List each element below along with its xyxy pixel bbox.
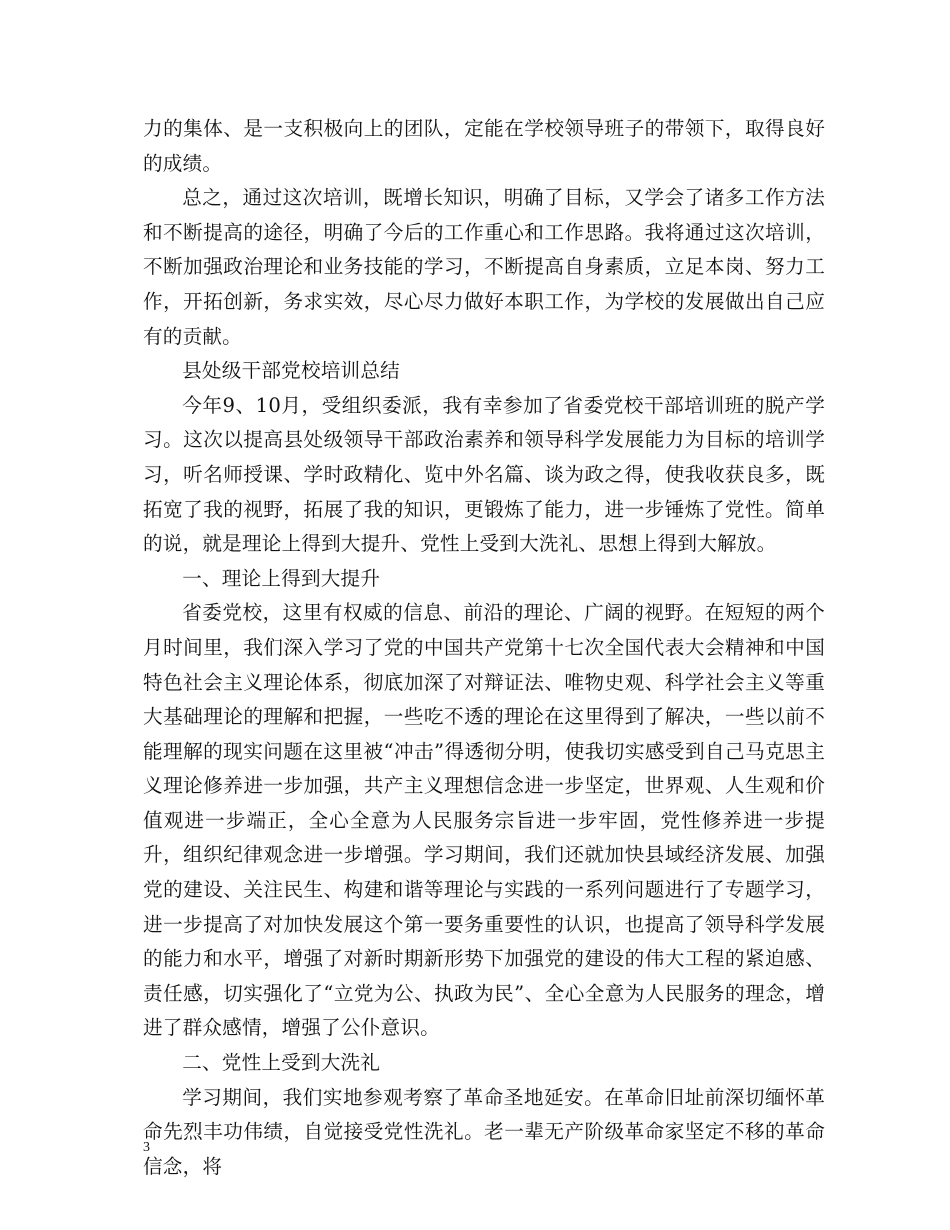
paragraph-party-spirit: 学习期间，我们实地参观考察了革命圣地延安。在革命旧址前深切缅怀革命先烈丰功伟绩，自觉接受党性洗礼。老一辈无产阶级革命家坚定不移的革命信念，将 (143, 1085, 825, 1178)
paragraph-theory: 省委党校，这里有权威的信息、前沿的理论、广阔的视野。在短短的两个月时间里，我们深入学习了党的中国共产党第十七次全国代表大会精神和中国特色社会主义理论体系，彻底加深了对辩证法、唯物史观、科学社会主义等重大基础理论的理解和把握，一些吃不透的理论在这里得到了解决，一些以前不能理解的现实问题在这里被“冲击”得透彻分明，使我切实感受到自己马克思主义理论修养进一步加强，共产主义理想信念进一步坚定，世界观、人生观和价值观进一步端正，全心全意为人民服务宗旨进一步牢固，党性修养进一步提升，组织纪律观念进一步增强。学习期间，我们还就加快县域经济发展、加强党的建设、关注民生、构建和谐等理论与实践的一系列问题进行了专题学习，进一步提高了对加快发展这个第一要务重要性的认识，也提高了领导科学发展的能力和水平，增强了对新时期新形势下加强党的建设的伟大工程的紧迫感、责任感，切实强化了“立党为公、执政为民”、全心全意为人民服务的理念，增进了群众感情，增强了公仆意识。 (143, 601, 825, 1040)
section-title: 县处级干部党校培训总结 (182, 359, 400, 383)
heading-theory: 一、理论上得到大提升 (182, 566, 381, 590)
paragraph-continuation: 力的集体、是一支积极向上的团队，定能在学校领导班子的带领下，取得良好的成绩。 (143, 117, 825, 175)
paragraph-intro: 今年9、10月，受组织委派，我有幸参加了省委党校干部培训班的脱产学习。这次以提高县处级领导干部政治素养和领导科学发展能力为目标的培训学习，听名师授课、学时政精化、览中外名篇、谈为政之得，使我收获良多，既拓宽了我的视野，拓展了我的知识，更锻炼了能力，进一步锤炼了党性。简单的说，就是理论上得到大提升、党性上受到大洗礼、思想上得到大解放。 (143, 393, 825, 556)
page-number: 3 (143, 1140, 150, 1155)
document-body (143, 112, 825, 1184)
paragraph-summary: 总之，通过这次培训，既增长知识，明确了目标，又学会了诸多工作方法和不断提高的途径，明确了今后的工作重心和工作思路。我将通过这次培训，不断加强政治理论和业务技能的学习，不断提高自身素质，立足本岗、努力工作，开拓创新，务求实效，尽心尽力做好本职工作，为学校的发展做出自己应有的贡献。 (143, 186, 825, 348)
heading-party-spirit: 二、党性上受到大洗礼 (182, 1051, 381, 1075)
